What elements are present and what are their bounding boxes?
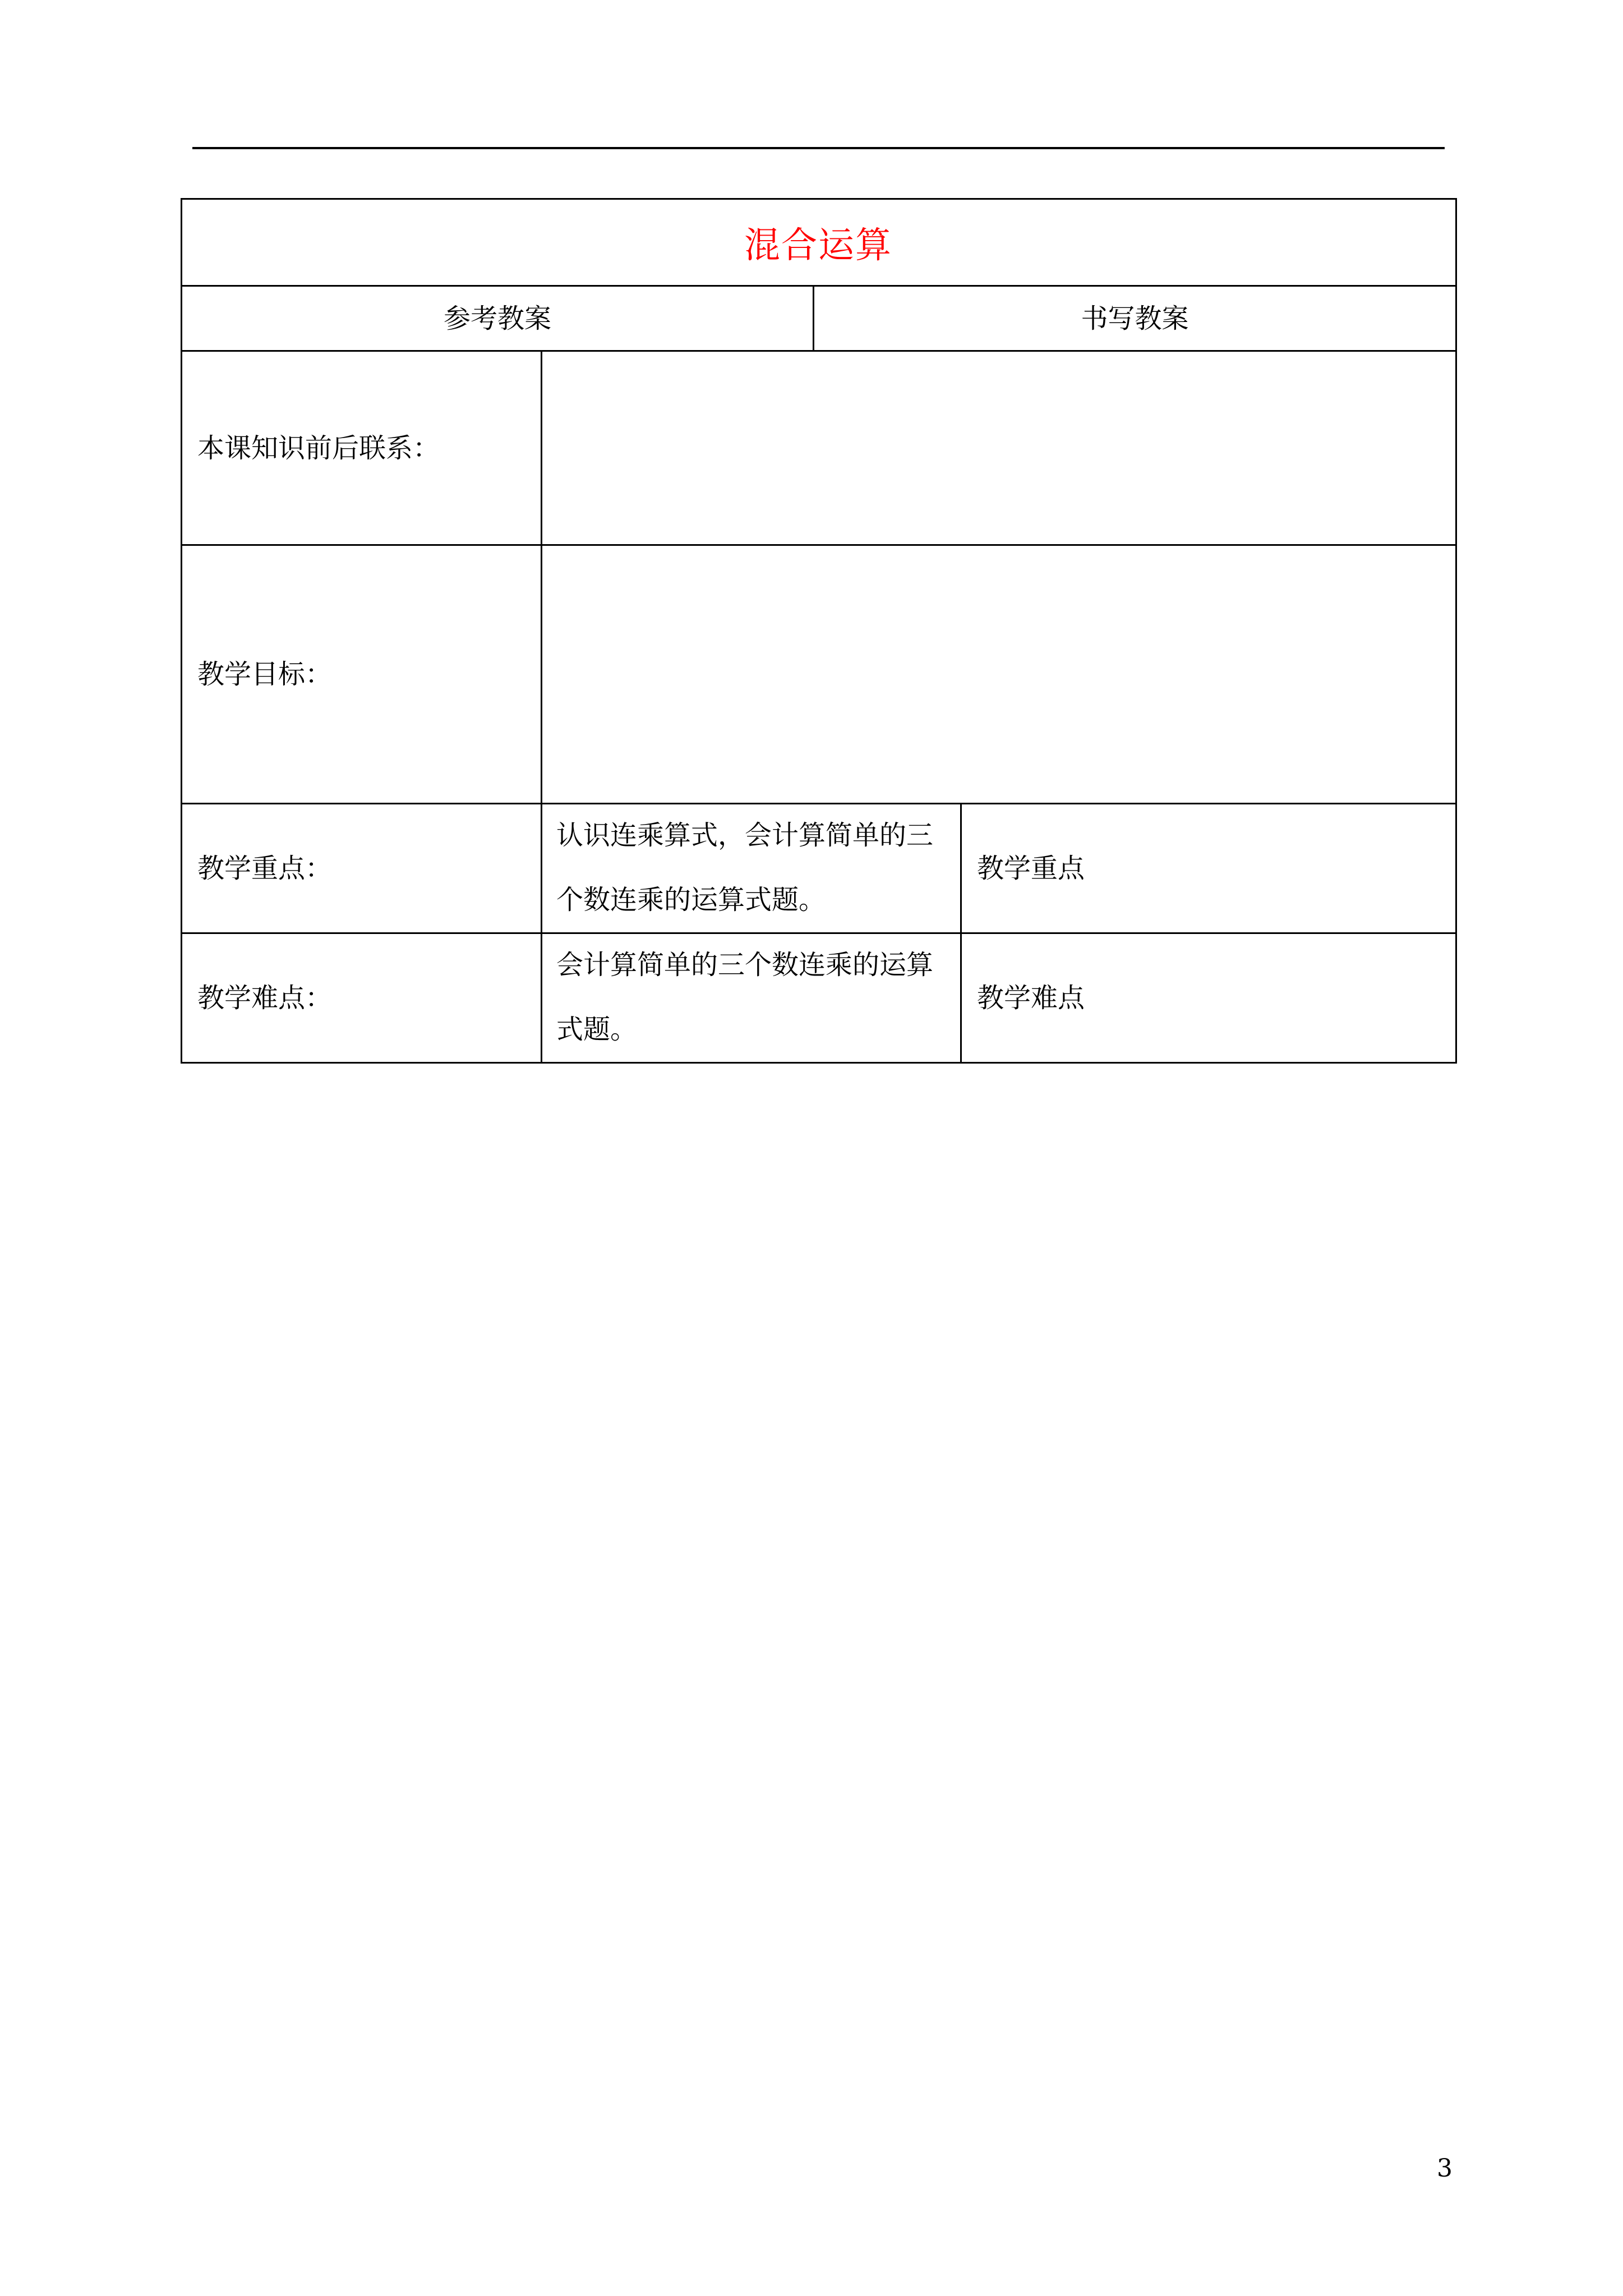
difficulties-writing: 教学难点: [977, 982, 1085, 1014]
page-title: 混合运算: [744, 224, 892, 266]
column-separator: [541, 350, 542, 1064]
table-border-bottom: [181, 1062, 1457, 1064]
page-number: 3: [1437, 2154, 1453, 2183]
column-separator: [960, 803, 962, 1064]
key-points-label: 教学重点：: [197, 853, 333, 884]
goals-label: 教学目标：: [197, 659, 333, 690]
header-rule: [192, 147, 1445, 149]
goals-content: [558, 546, 1450, 803]
key-points-writing: 教学重点: [977, 853, 1085, 884]
connection-content: [558, 352, 1450, 544]
difficulties-label: 教学难点：: [197, 982, 333, 1014]
connection-label: 本课知识前后联系：: [197, 432, 440, 464]
key-points-content: 认识连乘算式，会计算简单的三个数连乘的运算式题。: [556, 820, 934, 915]
difficulties-content: 会计算简单的三个数连乘的运算式题。: [556, 949, 934, 1045]
column-header-reference: 参考教案: [443, 302, 551, 334]
column-header-writing: 书写教案: [1081, 302, 1189, 334]
